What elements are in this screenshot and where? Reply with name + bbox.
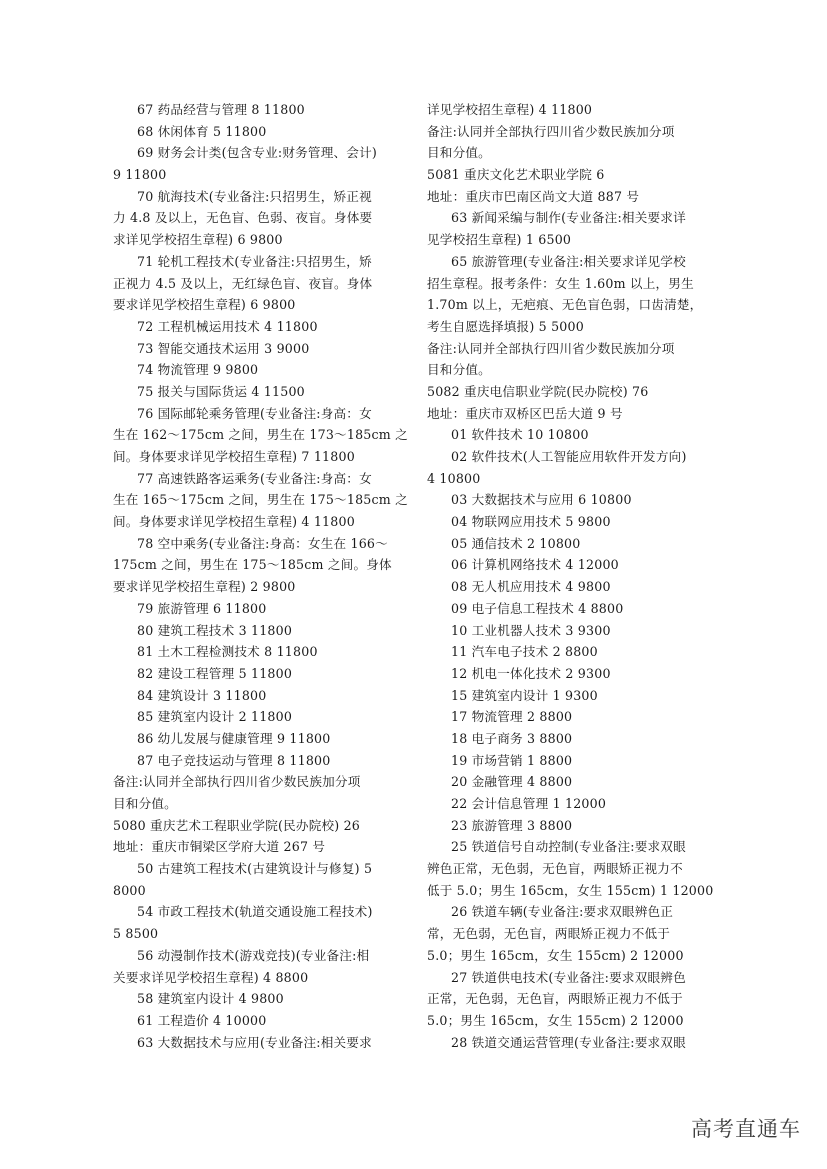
text-line: 见学校招生章程) 1 6500	[427, 232, 572, 248]
text-line: 76 国际邮轮乘务管理(专业备注:身高：女	[137, 405, 372, 421]
text-line: 5082 重庆电信职业学院(民办院校) 76	[427, 383, 649, 399]
text-line: 间。身体要求详见学校招生章程) 7 11800	[113, 449, 355, 464]
text-line: 常，无色弱，无色盲，两眼矫正视力不低于	[427, 926, 671, 942]
text-line: 84 建筑设计 3 11800	[137, 687, 267, 703]
text-line: 68 休闲体育 5 11800	[137, 123, 267, 139]
right-column	[427, 99, 717, 1053]
text-line: 54 市政工程技术(轨道交通设施工程技术)	[137, 904, 373, 920]
text-line: 74 物流管理 9 9800	[137, 362, 259, 378]
text-line: 26 铁道车辆(专业备注:要求双眼辨色正	[451, 904, 674, 920]
text-line: 63 新闻采编与制作(专业备注:相关要求详	[451, 210, 686, 226]
text-line: 82 建设工程管理 5 11800	[137, 665, 293, 681]
text-line: 辨色正常，无色弱，无色盲，两眼矫正视力不	[427, 861, 683, 877]
text-line: 生在 165～175cm 之间，男生在 175～185cm 之	[113, 492, 408, 508]
text-line: 生在 162～175cm 之间，男生在 173～185cm 之	[113, 427, 408, 443]
text-line: 备注:认同并全部执行四川省少数民族加分项	[427, 123, 675, 139]
text-line: 目和分值。	[427, 362, 491, 378]
text-line: 15 建筑室内设计 1 9300	[451, 687, 598, 703]
text-line: 81 土木工程检测技术 8 11800	[137, 644, 318, 660]
text-line: 地址：重庆市双桥区巴岳大道 9 号	[427, 405, 623, 421]
text-line: 87 电子竞技运动与管理 8 11800	[137, 752, 331, 768]
text-line: 27 铁道供电技术(专业备注:要求双眼辨色	[451, 969, 686, 985]
text-line: 求详见学校招生章程) 6 9800	[113, 232, 283, 248]
text-line: 招生章程。报考条件：女生 1.60m 以上，男生	[427, 275, 694, 291]
text-line: 77 高速铁路客运乘务(专业备注:身高：女	[137, 470, 372, 486]
text-line: 间。身体要求详见学校招生章程) 4 11800	[113, 514, 355, 530]
text-line: 02 软件技术(人工智能应用软件开发方向)	[451, 449, 687, 464]
text-line: 18 电子商务 3 8800	[451, 730, 573, 746]
text-line: 08 无人机应用技术 4 9800	[451, 579, 611, 595]
text-line: 65 旅游管理(专业备注:相关要求详见学校	[451, 253, 686, 269]
text-line: 20 金融管理 4 8800	[451, 774, 573, 790]
text-line: 目和分值。	[113, 796, 177, 811]
text-line: 10 工业机器人技术 3 9300	[451, 622, 611, 638]
text-line: 备注:认同并全部执行四川省少数民族加分项	[427, 340, 675, 356]
text-line: 5080 重庆艺术工程职业学院(民办院校) 26	[113, 817, 361, 833]
text-line: 25 铁道信号自动控制(专业备注:要求双眼	[451, 839, 686, 855]
text-line: 75 报关与国际货运 4 11500	[137, 383, 305, 399]
text-line: 73 智能交通技术运用 3 9000	[137, 340, 310, 356]
text-line: 05 通信技术 2 10800	[451, 535, 581, 551]
text-line: 70 航海技术(专业备注:只招男生，矫正视	[137, 188, 372, 204]
text-line: 56 动漫制作技术(游戏竞技)(专业备注:相	[137, 947, 370, 963]
text-line: 地址：重庆市巴南区尚文大道 887 号	[427, 188, 640, 204]
text-line: 71 轮机工程技术(专业备注:只招男生，矫	[137, 253, 372, 269]
text-line: 8000	[113, 882, 146, 898]
text-line: 67 药品经营与管理 8 11800	[137, 102, 305, 117]
text-line: 地址：重庆市铜梁区学府大道 267 号	[113, 839, 326, 855]
text-line: 12 机电一体化技术 2 9300	[451, 665, 611, 681]
text-line: 28 铁道交通运营管理(专业备注:要求双眼	[451, 1034, 686, 1050]
text-line: 要求详见学校招生章程) 6 9800	[113, 297, 296, 313]
text-line: 力 4.8 及以上，无色盲、色弱、夜盲。身体要	[113, 210, 373, 226]
text-line: 50 古建筑工程技术(古建筑设计与修复) 5	[137, 861, 373, 877]
text-line: 80 建筑工程技术 3 11800	[137, 622, 293, 638]
left-column	[113, 99, 408, 1053]
text-line: 5.0；男生 165cm，女生 155cm) 2 12000	[427, 947, 684, 963]
text-line: 17 物流管理 2 8800	[451, 709, 573, 725]
text-line: 86 幼儿发展与健康管理 9 11800	[137, 730, 331, 746]
text-line: 04 物联网应用技术 5 9800	[451, 514, 611, 530]
text-line: 22 会计信息管理 1 12000	[451, 796, 607, 811]
text-line: 79 旅游管理 6 11800	[137, 600, 267, 616]
text-line: 72 工程机械运用技术 4 11800	[137, 318, 318, 334]
text-line: 详见学校招生章程) 4 11800	[427, 102, 593, 117]
text-line: 09 电子信息工程技术 4 8800	[451, 600, 624, 616]
text-line: 63 大数据技术与应用(专业备注:相关要求	[137, 1034, 372, 1050]
text-line: 11 汽车电子技术 2 8800	[451, 644, 598, 660]
text-line: 备注:认同并全部执行四川省少数民族加分项	[113, 774, 361, 790]
text-line: 9 11800	[113, 167, 167, 183]
text-line: 关要求详见学校招生章程) 4 8800	[113, 969, 309, 985]
text-line: 61 工程造价 4 10000	[137, 1012, 267, 1028]
text-line: 175cm 之间，男生在 175～185cm 之间。身体	[113, 557, 392, 573]
text-line: 85 建筑室内设计 2 11800	[137, 709, 293, 725]
text-line: 01 软件技术 10 10800	[451, 427, 589, 443]
text-line: 考生自愿选择填报) 5 5000	[427, 318, 584, 334]
text-line: 要求详见学校招生章程) 2 9800	[113, 579, 296, 595]
text-line: 06 计算机网络技术 4 12000	[451, 557, 619, 573]
text-line: 78 空中乘务(专业备注:身高：女生在 166～	[137, 535, 388, 551]
text-line: 目和分值。	[427, 145, 491, 161]
text-line: 23 旅游管理 3 8800	[451, 817, 573, 833]
text-line: 正常，无色弱，无色盲，两眼矫正视力不低于	[427, 991, 683, 1007]
text-line: 正视力 4.5 及以上，无红绿色盲、夜盲。身体	[113, 275, 373, 291]
text-line: 69 财务会计类(包含专业:财务管理、会计)	[137, 145, 377, 161]
text-line: 19 市场营销 1 8800	[451, 752, 573, 768]
text-line: 58 建筑室内设计 4 9800	[137, 991, 284, 1007]
text-line: 5081 重庆文化艺术职业学院 6	[427, 167, 605, 183]
text-line: 4 10800	[427, 470, 481, 486]
text-line: 5.0；男生 165cm，女生 155cm) 2 12000	[427, 1012, 684, 1028]
text-line: 03 大数据技术与应用 6 10800	[451, 492, 632, 508]
text-line: 低于 5.0；男生 165cm，女生 155cm) 1 12000	[427, 882, 714, 898]
text-line: 1.70m 以上，无疤痕、无色盲色弱，口齿清楚，	[427, 297, 703, 313]
text-line: 5 8500	[113, 926, 159, 942]
watermark: 高考直通车	[691, 1117, 801, 1141]
